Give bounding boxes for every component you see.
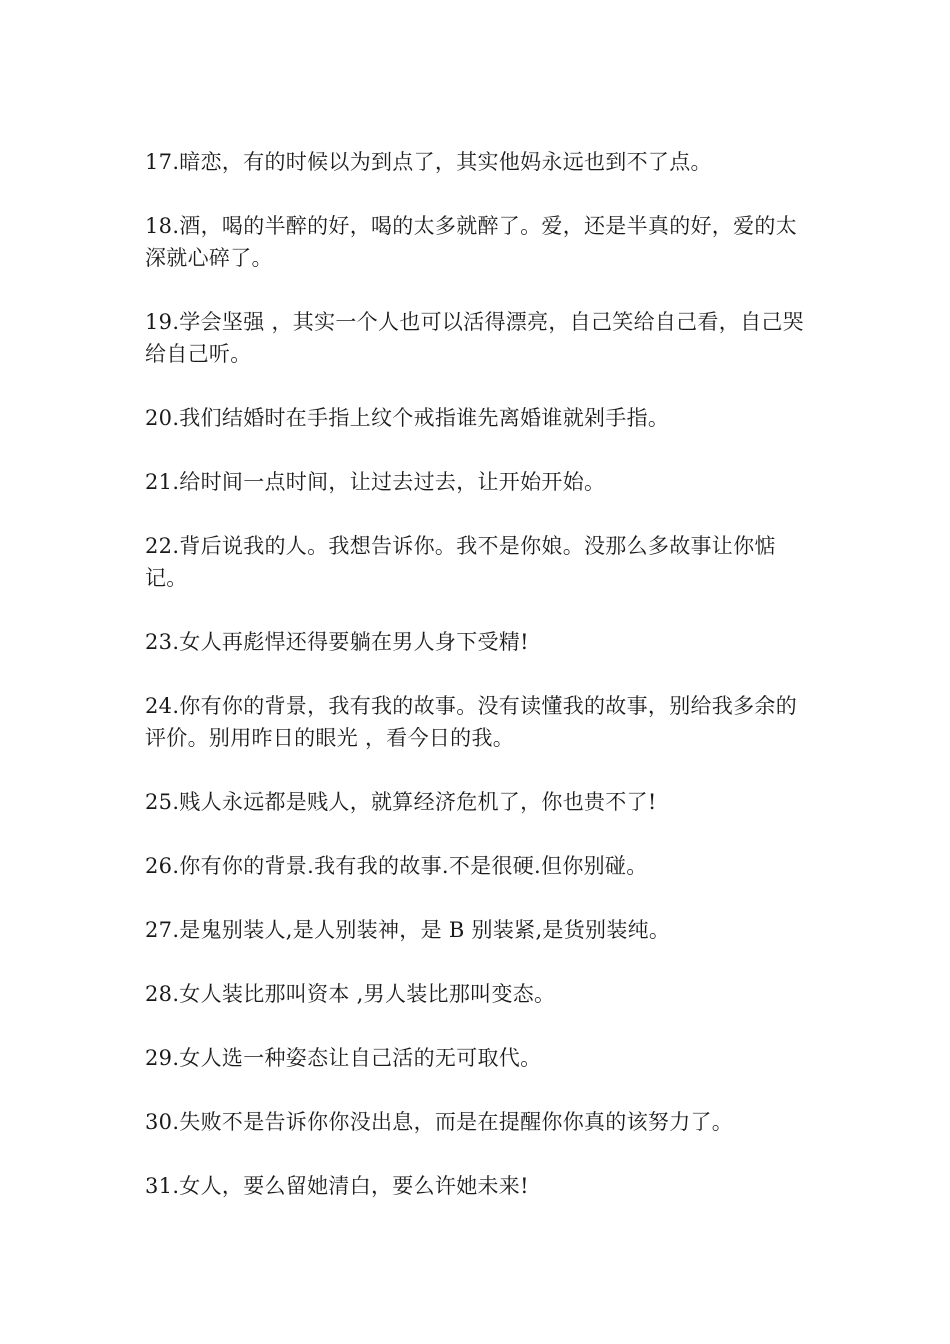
quote-item-18: 18.酒，喝的半醉的好，喝的太多就醉了。爱，还是半真的好，爱的太深就心碎了。 <box>145 214 797 270</box>
quote-list <box>145 146 817 1234</box>
quote-item-29: 29.女人选一种姿态让自己活的无可取代。 <box>145 1046 542 1070</box>
quote-item-24: 24.你有你的背景，我有我的故事。没有读懂我的故事，别给我多余的评价。别用昨日的眼光 ，看今日的我。 <box>145 694 797 750</box>
quote-item-27: 27.是鬼别装人,是人别装神，是 B 别装紧,是货别装纯。 <box>145 918 671 942</box>
quote-item-26: 26.你有你的背景.我有我的故事.不是很硬.但你别碰。 <box>145 854 648 878</box>
quote-item-21: 21.给时间一点时间，让过去过去，让开始开始。 <box>145 470 606 494</box>
quote-item-17: 17.暗恋，有的时候以为到点了，其实他妈永远也到不了点。 <box>145 150 712 174</box>
quote-item-20: 20.我们结婚时在手指上纹个戒指谁先离婚谁就剁手指。 <box>145 406 670 430</box>
quote-item-23: 23.女人再彪悍还得要躺在男人身下受精! <box>145 630 529 654</box>
quote-item-31: 31.女人，要么留她清白，要么许她未来! <box>145 1174 529 1198</box>
quote-item-28: 28.女人装比那叫资本 ,男人装比那叫变态。 <box>145 982 556 1006</box>
quote-item-19: 19.学会坚强 ，其实一个人也可以活得漂亮，自己笑给自己看，自己哭给自己听。 <box>145 310 804 366</box>
quote-item-25: 25.贱人永远都是贱人，就算经济危机了，你也贵不了! <box>145 790 657 814</box>
quote-item-22: 22.背后说我的人。我想告诉你。我不是你娘。没那么多故事让你惦记。 <box>145 534 776 590</box>
quote-item-30: 30.失败不是告诉你你没出息，而是在提醒你你真的该努力了。 <box>145 1110 734 1134</box>
